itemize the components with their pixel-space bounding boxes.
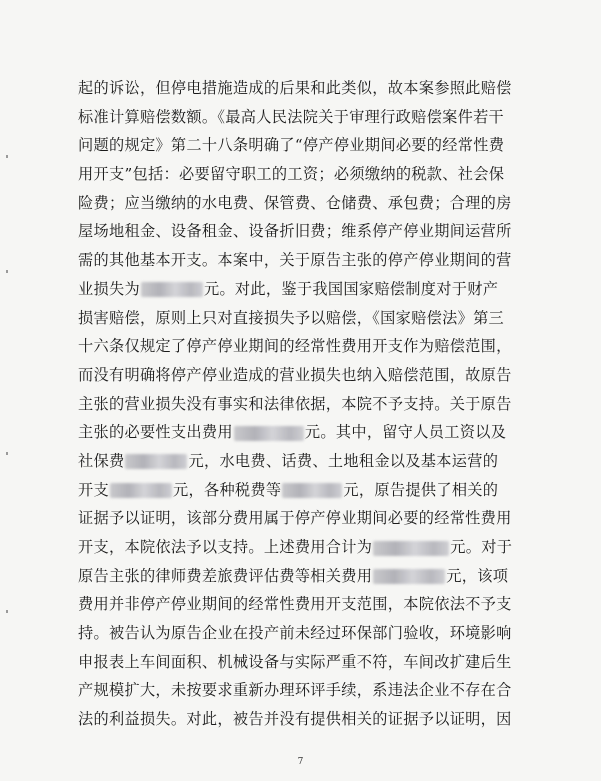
body-text: [78, 74, 544, 734]
text-line: 证据予以证明，该部分费用属于停产停业期间必要的经常性费用: [78, 509, 512, 528]
text-line: 十六条仅规定了停产停业期间的经常性费用开支作为赔偿范围，: [78, 337, 512, 356]
page-number: 7: [297, 757, 304, 767]
text-line: 险费；应当缴纳的水电费、保管费、仓储费、承包费；合理的房: [78, 193, 512, 212]
text-line: 而没有明确将停产停业造成的营业损失也纳入赔偿范围，故原告: [78, 365, 512, 384]
text-line: 屋场地租金、设备租金、设备折旧费；维系停产停业期间运营所: [78, 222, 512, 241]
text-line: 主张的营业损失没有事实和法律依据，本院不予支持。关于原告: [78, 394, 512, 413]
redacted-amount: [125, 454, 187, 469]
redacted-amount: [373, 541, 449, 556]
redacted-amount: [234, 426, 304, 441]
text-line: 问题的规定》第二十八条明确了“停产停业期间必要的经常性费: [78, 136, 505, 155]
text-line: 社保费 元，水电费、话费、土地租金以及基本运营的: [78, 451, 499, 470]
margin-mark: [6, 610, 8, 613]
redacted-amount: [373, 569, 445, 584]
text-line: 损害赔偿，原则上只对直接损失予以赔偿，《国家赔偿法》第三: [78, 308, 505, 327]
text-line: 起的诉讼，但停电措施造成的后果和此类似，故本案参照此赔偿: [78, 79, 512, 97]
margin-mark: [6, 452, 8, 455]
text-line: 费用并非停产停业期间的经常性费用开支范围，本院依法不予支: [78, 595, 512, 614]
text-line: 申报表上车间面积、机械设备与实际严重不符，车间改扩建后生: [78, 652, 512, 671]
text-line: 开支 元，各种税费等 元，原告提供了相关的: [78, 480, 499, 499]
margin-mark: [6, 155, 8, 158]
text-line: 法的利益损失。对此，被告并没有提供相关的证据予以证明，因: [78, 710, 512, 729]
text-line: 主张的必要性支出费用 元。其中，留守人员工资以及: [78, 423, 507, 442]
redacted-amount: [282, 483, 342, 498]
text-line: 标准计算赔偿数额。《最高人民法院关于审理行政赔偿案件若干: [78, 107, 505, 126]
text-line: 开支，本院依法予以支持。上述费用合计为 元。对于: [78, 538, 513, 556]
text-line: 持。被告认为原告企业在投产前未经过环保部门验收，环境影响: [78, 624, 512, 643]
text-line: 业损失为 元。对此，鉴于我国国家赔偿制度对于财产: [78, 279, 499, 298]
margin-mark: [6, 270, 8, 273]
text-line: 需的其他基本开支。本案中，关于原告主张的停产停业期间的营: [78, 251, 512, 270]
text-line: 用开支”包括：必要留守职工的工资；必须缴纳的税款、社会保: [78, 165, 505, 184]
redacted-amount: [110, 483, 172, 498]
text-line: 产规模扩大，未按要求重新办理环评手续，系违法企业不存在合: [78, 681, 512, 700]
redacted-amount: [141, 282, 203, 297]
text-line: 原告主张的律师费差旅费评估费等相关费用 元，该项: [78, 566, 509, 585]
